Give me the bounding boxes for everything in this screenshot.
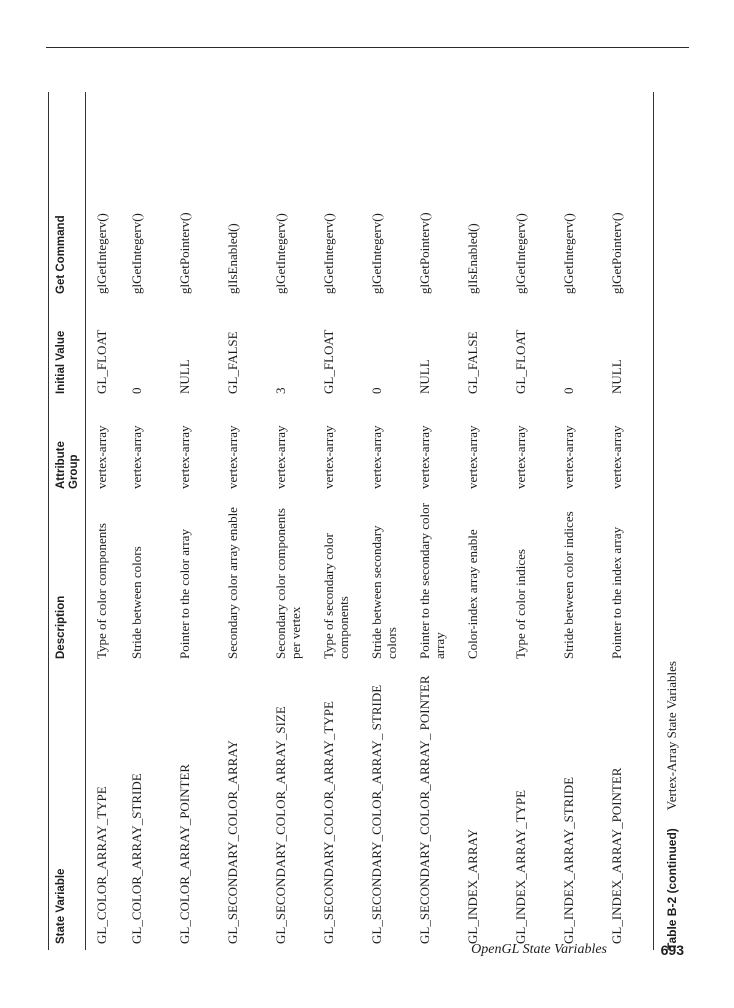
caption-text: Vertex-Array State Variables xyxy=(664,661,679,811)
table-row xyxy=(270,92,318,950)
header-state-variable: State Variable xyxy=(55,868,67,944)
initial-value-cell: 3 xyxy=(272,387,288,394)
get-command-cell: glGetIntegerv() xyxy=(272,213,288,294)
header-description: Description xyxy=(55,595,67,659)
get-command-cell: glIsEnabled() xyxy=(464,223,480,294)
get-command-cell: glGetIntegerv() xyxy=(128,213,144,294)
initial-value-cell: GL_FLOAT xyxy=(512,329,528,394)
table-row xyxy=(222,92,270,950)
description-cell: Stride between color indices xyxy=(560,511,576,659)
initial-value-cell: NULL xyxy=(176,359,192,394)
table-row xyxy=(414,92,462,950)
get-command-cell: glGetPointerv() xyxy=(176,212,192,294)
attribute-group-cell: vertex-array xyxy=(368,425,384,489)
initial-value-cell: 0 xyxy=(560,387,576,394)
description-cell: Type of secondary color components xyxy=(320,533,351,659)
table-row xyxy=(462,92,510,950)
initial-value-cell: 0 xyxy=(368,387,384,394)
state-variable-cell: GL_SECONDARY_COLOR_ARRAY_ POINTER xyxy=(416,675,432,944)
initial-value-cell: NULL xyxy=(416,359,432,394)
get-command-cell: glIsEnabled() xyxy=(224,223,240,294)
initial-value-cell: GL_FALSE xyxy=(224,331,240,394)
initial-value-cell: NULL xyxy=(608,359,624,394)
attribute-group-cell: vertex-array xyxy=(94,425,109,489)
table-caption xyxy=(664,92,680,950)
header-get-command: Get Command xyxy=(55,215,67,294)
get-command-cell: glGetIntegerv() xyxy=(94,213,109,294)
attribute-group-cell: vertex-array xyxy=(128,425,144,489)
state-variable-table xyxy=(48,92,654,950)
description-cell: Secondary color components per vertex xyxy=(272,508,303,659)
description-cell: Pointer to the color array xyxy=(176,529,192,659)
state-variable-cell: GL_COLOR_ARRAY_STRIDE xyxy=(128,773,144,944)
table-row xyxy=(558,92,606,950)
description-cell: Type of color indices xyxy=(512,549,528,659)
description-cell: Type of color components xyxy=(94,523,109,659)
get-command-cell: glGetIntegerv() xyxy=(368,213,384,294)
table-row xyxy=(86,92,126,950)
state-variable-cell: GL_SECONDARY_COLOR_ARRAY_TYPE xyxy=(320,701,336,944)
table-header-row xyxy=(49,92,86,950)
state-variable-cell: GL_SECONDARY_COLOR_ARRAY xyxy=(224,740,240,944)
attribute-group-cell: vertex-array xyxy=(512,425,528,489)
footer-chapter-title: OpenGL State Variables xyxy=(471,942,607,957)
table-row xyxy=(606,92,654,950)
attribute-group-cell: vertex-array xyxy=(416,425,432,489)
attribute-group-cell: vertex-array xyxy=(320,425,336,489)
state-variable-cell: GL_INDEX_ARRAY_STRIDE xyxy=(560,776,576,944)
caption-label: Table B-2 (continued) xyxy=(665,828,679,950)
state-variable-cell: GL_SECONDARY_COLOR_ARRAY_SIZE xyxy=(272,706,288,944)
initial-value-cell: GL_FLOAT xyxy=(320,329,336,394)
initial-value-cell: GL_FALSE xyxy=(464,331,480,394)
table-row xyxy=(126,92,174,950)
state-variable-cell: GL_INDEX_ARRAY xyxy=(464,828,480,944)
header-initial-value: Initial Value xyxy=(55,330,67,394)
table-row xyxy=(174,92,222,950)
description-cell: Pointer to the index array xyxy=(608,526,624,659)
state-variable-cell: GL_SECONDARY_COLOR_ARRAY_ STRIDE xyxy=(368,684,384,944)
get-command-cell: glGetPointerv() xyxy=(608,212,624,294)
get-command-cell: glGetIntegerv() xyxy=(320,213,336,294)
get-command-cell: glGetIntegerv() xyxy=(512,213,528,294)
description-cell: Stride between secondary colors xyxy=(368,525,399,659)
top-rule xyxy=(46,47,689,48)
initial-value-cell: 0 xyxy=(128,387,144,394)
description-cell: Color-index array enable xyxy=(464,529,480,659)
attribute-group-cell: vertex-array xyxy=(560,425,576,489)
description-cell: Secondary color array enable xyxy=(224,507,240,659)
state-variable-cell: GL_INDEX_ARRAY_POINTER xyxy=(608,767,624,944)
header-attribute-group: Attribute Group xyxy=(55,441,80,489)
state-variable-cell: GL_INDEX_ARRAY_TYPE xyxy=(512,789,528,944)
get-command-cell: glGetPointerv() xyxy=(416,212,432,294)
get-command-cell: glGetIntegerv() xyxy=(560,213,576,294)
attribute-group-cell: vertex-array xyxy=(224,425,240,489)
state-variable-cell: GL_COLOR_ARRAY_POINTER xyxy=(176,763,192,944)
attribute-group-cell: vertex-array xyxy=(176,425,192,489)
description-cell: Stride between colors xyxy=(128,546,144,659)
attribute-group-cell: vertex-array xyxy=(464,425,480,489)
attribute-group-cell: vertex-array xyxy=(272,425,288,489)
table-row xyxy=(318,92,366,950)
attribute-group-cell: vertex-array xyxy=(608,425,624,489)
page-number: 693 xyxy=(660,942,684,958)
description-cell: Pointer to the secondary color array xyxy=(416,503,447,659)
table-row xyxy=(510,92,558,950)
table-row xyxy=(366,92,414,950)
state-variable-cell: GL_COLOR_ARRAY_TYPE xyxy=(94,786,109,944)
initial-value-cell: GL_FLOAT xyxy=(94,329,109,394)
